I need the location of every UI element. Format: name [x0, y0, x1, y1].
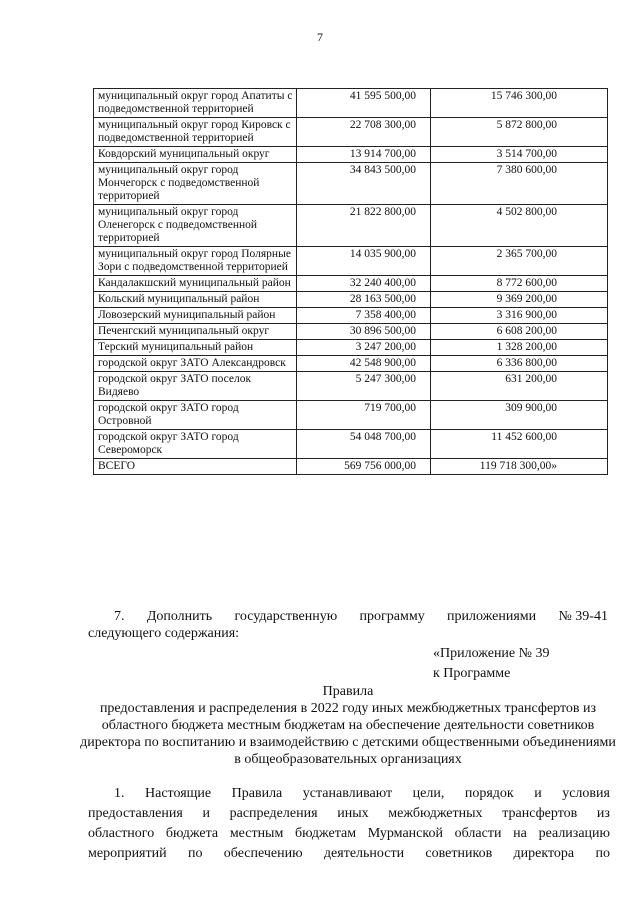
- paragraph-word: и: [202, 806, 210, 821]
- appendix-number: «Приложение № 39: [433, 646, 550, 661]
- municipality-name-cell: Печенгский муниципальный округ: [94, 324, 297, 340]
- paragraph-word: мероприятий: [88, 846, 167, 861]
- table-row: [94, 430, 608, 459]
- paragraph-word: порядок: [464, 786, 514, 801]
- table-row: [94, 276, 608, 292]
- paragraph-word: реализацию: [538, 826, 610, 841]
- table-row: [94, 324, 608, 340]
- paragraph-word: бюджета: [165, 826, 219, 841]
- rules-subtitle: предоставления и распределения в 2022 году иных межбюджетных трансфертов из областного бюджета местным бюджетам на обеспечение деятельности советников директора по воспитанию и взаимодействию с детскими общественными объединениями в общеобразовательных организациях: [80, 701, 616, 767]
- paragraph-word: директора: [513, 846, 575, 861]
- table-row: [94, 308, 608, 324]
- paragraph-word: местным: [229, 826, 284, 841]
- item-7-word: 7.: [114, 609, 125, 624]
- allocated-amount-cell: 2 365 700,00: [431, 247, 608, 276]
- budget-table: [93, 88, 608, 475]
- allocated-amount-cell: 7 380 600,00: [431, 163, 608, 205]
- budget-table-body: [94, 89, 608, 475]
- table-row: [94, 118, 608, 147]
- allocated-amount-cell: 6 336 800,00: [431, 356, 608, 372]
- paragraph-word: устанавливают: [302, 786, 393, 801]
- allocated-amount-cell: 1 328 200,00: [431, 340, 608, 356]
- rules-title: Правила: [322, 684, 374, 699]
- paragraph-line: [88, 784, 610, 804]
- paragraph-line: [88, 824, 610, 844]
- allocated-amount-cell: 11 452 600,00: [431, 430, 608, 459]
- allocated-amount-cell: 5 872 800,00: [431, 118, 608, 147]
- item-7-word: Дополнить: [146, 609, 213, 624]
- allocated-amount-cell: 631 200,00: [431, 372, 608, 401]
- allocated-amount-cell: 8 772 600,00: [431, 276, 608, 292]
- item-7-word: приложениями: [447, 609, 537, 624]
- municipality-name-cell: городской округ ЗАТО город Североморск: [94, 430, 297, 459]
- item-7-second-line: следующего содержания:: [88, 626, 240, 641]
- municipality-name-cell: городской округ ЗАТО Александровск: [94, 356, 297, 372]
- municipality-name-cell: муниципальный округ город Мончегорск с подведомственной территорией: [94, 163, 297, 205]
- item-7-word: программу: [359, 609, 425, 624]
- total-amount-cell: 21 822 800,00: [297, 205, 431, 247]
- table-row: [94, 247, 608, 276]
- municipality-name-cell: муниципальный округ город Кировск с подведомственной территорией: [94, 118, 297, 147]
- item-7-paragraph: [88, 608, 608, 642]
- municipality-name-cell: городской округ ЗАТО поселок Видяево: [94, 372, 297, 401]
- allocated-amount-cell: 6 608 200,00: [431, 324, 608, 340]
- allocated-amount-cell: 119 718 300,00»: [431, 459, 608, 475]
- paragraph-word: иных: [337, 806, 369, 821]
- municipality-name-cell: городской округ ЗАТО город Островной: [94, 401, 297, 430]
- appendix-program: к Программе: [433, 666, 511, 681]
- paragraph-word: деятельности: [323, 846, 405, 861]
- item-7-word: государственную: [234, 609, 338, 624]
- allocated-amount-cell: 3 514 700,00: [431, 147, 608, 163]
- rules-paragraph-1: [88, 784, 610, 864]
- total-amount-cell: 54 048 700,00: [297, 430, 431, 459]
- table-row: [94, 401, 608, 430]
- municipality-name-cell: Кандалакшский муниципальный район: [94, 276, 297, 292]
- table-row: [94, 356, 608, 372]
- table-row: [94, 372, 608, 401]
- total-amount-cell: 30 896 500,00: [297, 324, 431, 340]
- table-row: [94, 292, 608, 308]
- municipality-name-cell: ВСЕГО: [94, 459, 297, 475]
- paragraph-word: бюджетам: [295, 826, 357, 841]
- municipality-name-cell: Кольский муниципальный район: [94, 292, 297, 308]
- paragraph-word: области: [454, 826, 502, 841]
- municipality-name-cell: муниципальный округ город Оленегорск с подведомственной территорией: [94, 205, 297, 247]
- table-row: [94, 205, 608, 247]
- municipality-name-cell: Ковдорский муниципальный округ: [94, 147, 297, 163]
- paragraph-word: Правила: [231, 786, 283, 801]
- municipality-name-cell: Терский муниципальный район: [94, 340, 297, 356]
- paragraph-word: по: [187, 846, 203, 861]
- paragraph-word: по: [595, 846, 610, 861]
- municipality-name-cell: муниципальный округ город Апатиты с подведомственной территорией: [94, 89, 297, 118]
- paragraph-line: [88, 804, 610, 824]
- allocated-amount-cell: 309 900,00: [431, 401, 608, 430]
- total-amount-cell: 41 595 500,00: [297, 89, 431, 118]
- item-7-first-line: [88, 608, 608, 625]
- municipality-name-cell: муниципальный округ город Полярные Зори с подведомственной территорией: [94, 247, 297, 276]
- allocated-amount-cell: 3 316 900,00: [431, 308, 608, 324]
- page-number: 7: [317, 30, 323, 44]
- paragraph-word: межбюджетных: [388, 806, 483, 821]
- total-amount-cell: 13 914 700,00: [297, 147, 431, 163]
- paragraph-word: 1.: [114, 786, 125, 801]
- paragraph-word: Настоящие: [145, 786, 212, 801]
- municipality-name-cell: Ловозерский муниципальный район: [94, 308, 297, 324]
- allocated-amount-cell: 4 502 800,00: [431, 205, 608, 247]
- total-amount-cell: 32 240 400,00: [297, 276, 431, 292]
- total-amount-cell: 34 843 500,00: [297, 163, 431, 205]
- total-amount-cell: 569 756 000,00: [297, 459, 431, 475]
- paragraph-word: распределения: [229, 806, 318, 821]
- table-row: [94, 459, 608, 475]
- paragraph-word: обеспечению: [223, 846, 303, 861]
- total-amount-cell: 719 700,00: [297, 401, 431, 430]
- total-amount-cell: 14 035 900,00: [297, 247, 431, 276]
- total-amount-cell: 42 548 900,00: [297, 356, 431, 372]
- paragraph-word: Мурманской: [367, 826, 443, 841]
- allocated-amount-cell: 9 369 200,00: [431, 292, 608, 308]
- total-amount-cell: 22 708 300,00: [297, 118, 431, 147]
- item-7-word: № 39-41: [558, 609, 608, 624]
- table-row: [94, 163, 608, 205]
- table-row: [94, 340, 608, 356]
- paragraph-word: предоставления: [88, 806, 183, 821]
- total-amount-cell: 7 358 400,00: [297, 308, 431, 324]
- paragraph-word: областного: [88, 826, 155, 841]
- paragraph-word: и: [534, 786, 542, 801]
- paragraph-word: трансфертов: [502, 806, 578, 821]
- table-row: [94, 147, 608, 163]
- paragraph-word: условия: [562, 786, 610, 801]
- paragraph-word: из: [596, 806, 610, 821]
- paragraph-word: на: [513, 826, 527, 841]
- paragraph-line: [88, 844, 610, 864]
- allocated-amount-cell: 15 746 300,00: [431, 89, 608, 118]
- total-amount-cell: 28 163 500,00: [297, 292, 431, 308]
- total-amount-cell: 3 247 200,00: [297, 340, 431, 356]
- appendix-heading: [433, 644, 550, 684]
- table-row: [94, 89, 608, 118]
- paragraph-word: советников: [425, 846, 493, 861]
- paragraph-word: цели,: [412, 786, 445, 801]
- total-amount-cell: 5 247 300,00: [297, 372, 431, 401]
